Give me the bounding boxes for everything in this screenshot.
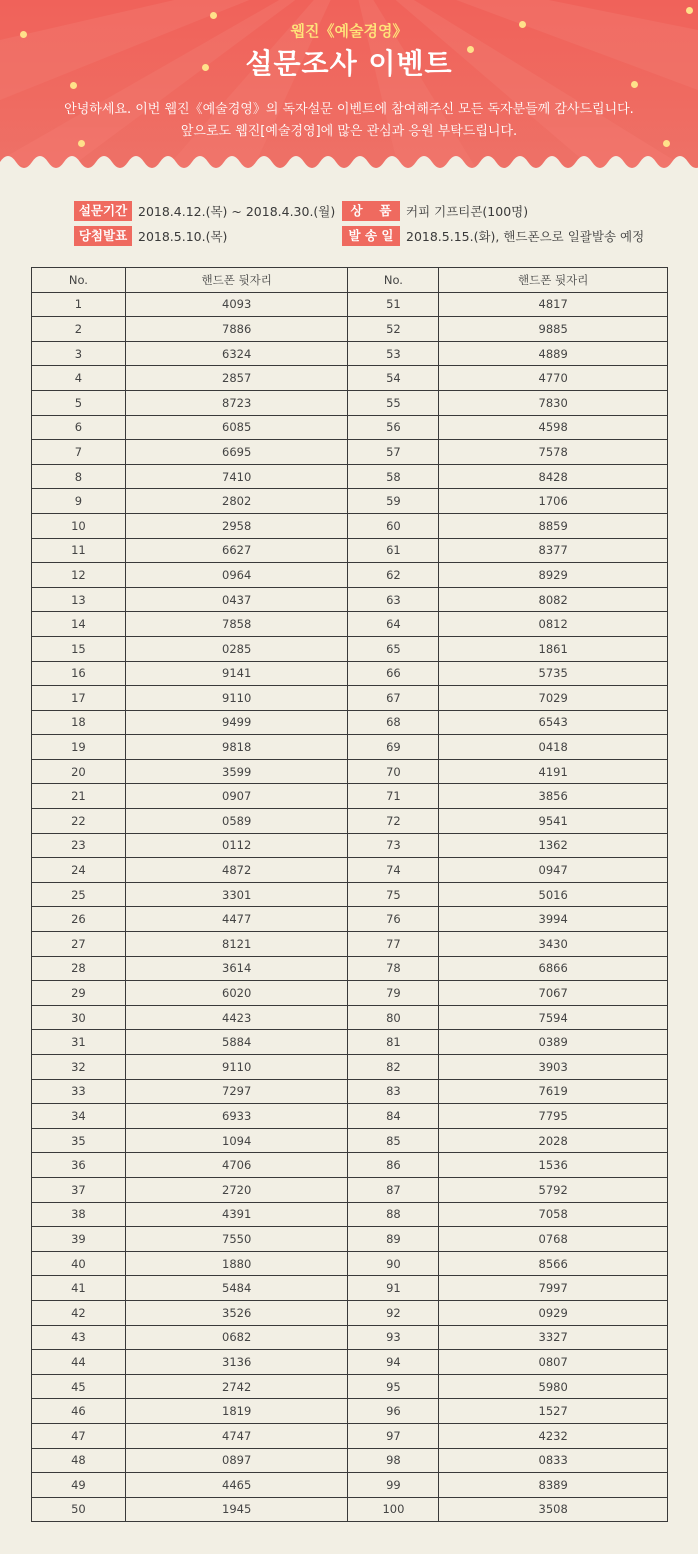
cell-phone: 7297	[125, 1079, 348, 1104]
ship-label: 발 송 일	[342, 226, 400, 246]
cell-no: 18	[32, 710, 126, 735]
cell-phone: 9541	[439, 809, 668, 834]
cell-no: 98	[348, 1448, 439, 1473]
cell-phone: 2028	[439, 1128, 668, 1153]
cell-no: 16	[32, 661, 126, 686]
table-row	[32, 1153, 668, 1178]
cell-no: 32	[32, 1055, 126, 1080]
cell-no: 25	[32, 882, 126, 907]
cell-phone: 4770	[439, 366, 668, 391]
cell-no: 1	[32, 292, 126, 317]
cell-phone: 6020	[125, 981, 348, 1006]
cell-no: 92	[348, 1300, 439, 1325]
table-row	[32, 415, 668, 440]
table-row	[32, 1202, 668, 1227]
cell-no: 39	[32, 1227, 126, 1252]
cell-no: 8	[32, 464, 126, 489]
cell-no: 53	[348, 341, 439, 366]
cell-phone: 0389	[439, 1030, 668, 1055]
cell-no: 7	[32, 440, 126, 465]
header-phone: 핸드폰 뒷자리	[439, 268, 668, 293]
period-value: 2018.4.12.(목) ~ 2018.4.30.(월)	[138, 204, 336, 219]
cell-no: 93	[348, 1325, 439, 1350]
cell-phone: 4191	[439, 759, 668, 784]
cell-phone: 3599	[125, 759, 348, 784]
cell-no: 96	[348, 1399, 439, 1424]
cell-phone: 5735	[439, 661, 668, 686]
table-row	[32, 1251, 668, 1276]
cell-phone: 7619	[439, 1079, 668, 1104]
cell-phone: 3994	[439, 907, 668, 932]
cell-phone: 0589	[125, 809, 348, 834]
cell-phone: 7830	[439, 390, 668, 415]
cell-phone: 1880	[125, 1251, 348, 1276]
table-row	[32, 1497, 668, 1522]
cell-no: 19	[32, 735, 126, 760]
cell-phone: 8377	[439, 538, 668, 563]
cell-no: 65	[348, 636, 439, 661]
cell-phone: 7594	[439, 1005, 668, 1030]
cell-no: 28	[32, 956, 126, 981]
cell-phone: 7410	[125, 464, 348, 489]
cell-no: 95	[348, 1374, 439, 1399]
table-row	[32, 587, 668, 612]
cell-no: 51	[348, 292, 439, 317]
cell-no: 69	[348, 735, 439, 760]
table-row	[32, 440, 668, 465]
header-no: No.	[32, 268, 126, 293]
cell-phone: 1094	[125, 1128, 348, 1153]
banner-subtitle: 웹진《예술경영》	[290, 22, 408, 40]
cell-phone: 7067	[439, 981, 668, 1006]
cell-phone: 0682	[125, 1325, 348, 1350]
table-row	[32, 1177, 668, 1202]
header-no: No.	[348, 268, 439, 293]
cell-phone: 3430	[439, 932, 668, 957]
cell-phone: 2958	[125, 513, 348, 538]
sparkle-dot	[70, 82, 77, 89]
cell-no: 90	[348, 1251, 439, 1276]
table-row	[32, 1055, 668, 1080]
cell-no: 73	[348, 833, 439, 858]
cell-no: 35	[32, 1128, 126, 1153]
cell-no: 67	[348, 686, 439, 711]
cell-no: 21	[32, 784, 126, 809]
cell-phone: 9110	[125, 1055, 348, 1080]
wave-divider	[0, 150, 698, 175]
cell-phone: 2742	[125, 1374, 348, 1399]
intro-line-1: 안녕하세요. 이번 웹진《예술경영》의 독자설문 이벤트에 참여해주신 모든 독자분들께 감사드립니다.	[64, 102, 634, 117]
cell-phone: 9141	[125, 661, 348, 686]
cell-phone: 7058	[439, 1202, 668, 1227]
cell-no: 59	[348, 489, 439, 514]
table-body	[32, 292, 668, 1522]
cell-phone: 6627	[125, 538, 348, 563]
table-row	[32, 341, 668, 366]
table-row	[32, 907, 668, 932]
cell-no: 76	[348, 907, 439, 932]
info-period	[74, 201, 335, 221]
cell-no: 3	[32, 341, 126, 366]
cell-phone: 4232	[439, 1423, 668, 1448]
table-row	[32, 858, 668, 883]
cell-no: 84	[348, 1104, 439, 1129]
sparkle-dot	[78, 140, 85, 147]
cell-phone: 4423	[125, 1005, 348, 1030]
cell-no: 68	[348, 710, 439, 735]
table-row	[32, 1325, 668, 1350]
cell-phone: 3614	[125, 956, 348, 981]
cell-no: 33	[32, 1079, 126, 1104]
table-row	[32, 1005, 668, 1030]
cell-phone: 1536	[439, 1153, 668, 1178]
table-row	[32, 464, 668, 489]
cell-no: 66	[348, 661, 439, 686]
cell-no: 23	[32, 833, 126, 858]
cell-no: 55	[348, 390, 439, 415]
cell-phone: 8859	[439, 513, 668, 538]
cell-phone: 0418	[439, 735, 668, 760]
sparkle-dot	[686, 7, 693, 14]
table-row	[32, 317, 668, 342]
cell-no: 13	[32, 587, 126, 612]
cell-phone: 4817	[439, 292, 668, 317]
table-row	[32, 636, 668, 661]
cell-phone: 4889	[439, 341, 668, 366]
cell-phone: 9818	[125, 735, 348, 760]
cell-phone: 1706	[439, 489, 668, 514]
table-row	[32, 735, 668, 760]
cell-no: 64	[348, 612, 439, 637]
table-row	[32, 686, 668, 711]
cell-no: 11	[32, 538, 126, 563]
cell-no: 14	[32, 612, 126, 637]
cell-no: 56	[348, 415, 439, 440]
info-prize	[342, 201, 528, 221]
cell-phone: 7858	[125, 612, 348, 637]
table-row	[32, 1374, 668, 1399]
cell-phone: 1945	[125, 1497, 348, 1522]
cell-no: 72	[348, 809, 439, 834]
cell-no: 60	[348, 513, 439, 538]
table-row	[32, 759, 668, 784]
cell-no: 4	[32, 366, 126, 391]
cell-phone: 0437	[125, 587, 348, 612]
sparkle-dot	[631, 81, 638, 88]
cell-phone: 2857	[125, 366, 348, 391]
prize-value: 커피 기프티콘(100명)	[406, 204, 529, 219]
cell-phone: 0897	[125, 1448, 348, 1473]
cell-phone: 8566	[439, 1251, 668, 1276]
cell-no: 49	[32, 1473, 126, 1498]
cell-no: 71	[348, 784, 439, 809]
cell-phone: 7886	[125, 317, 348, 342]
table-row	[32, 390, 668, 415]
cell-phone: 7550	[125, 1227, 348, 1252]
cell-no: 40	[32, 1251, 126, 1276]
cell-no: 27	[32, 932, 126, 957]
table-header-row	[32, 268, 668, 293]
cell-phone: 0768	[439, 1227, 668, 1252]
cell-no: 74	[348, 858, 439, 883]
table-row	[32, 1104, 668, 1129]
table-row	[32, 1030, 668, 1055]
cell-no: 77	[348, 932, 439, 957]
cell-no: 83	[348, 1079, 439, 1104]
table-row	[32, 784, 668, 809]
cell-phone: 8389	[439, 1473, 668, 1498]
cell-phone: 0112	[125, 833, 348, 858]
cell-phone: 0285	[125, 636, 348, 661]
cell-no: 81	[348, 1030, 439, 1055]
table-row	[32, 932, 668, 957]
table-row	[32, 1448, 668, 1473]
cell-no: 47	[32, 1423, 126, 1448]
sparkle-dot	[663, 140, 670, 147]
cell-phone: 1362	[439, 833, 668, 858]
cell-phone: 4598	[439, 415, 668, 440]
cell-no: 57	[348, 440, 439, 465]
prize-label: 상 품	[342, 201, 400, 221]
table-row	[32, 710, 668, 735]
cell-phone: 4093	[125, 292, 348, 317]
cell-phone: 1527	[439, 1399, 668, 1424]
cell-phone: 4465	[125, 1473, 348, 1498]
table-row	[32, 1399, 668, 1424]
cell-no: 75	[348, 882, 439, 907]
cell-phone: 5016	[439, 882, 668, 907]
cell-no: 70	[348, 759, 439, 784]
cell-no: 31	[32, 1030, 126, 1055]
cell-phone: 4391	[125, 1202, 348, 1227]
cell-phone: 9885	[439, 317, 668, 342]
cell-phone: 7795	[439, 1104, 668, 1129]
cell-no: 86	[348, 1153, 439, 1178]
cell-no: 43	[32, 1325, 126, 1350]
cell-phone: 5980	[439, 1374, 668, 1399]
cell-no: 78	[348, 956, 439, 981]
cell-phone: 8929	[439, 563, 668, 588]
table-row	[32, 1227, 668, 1252]
cell-phone: 3508	[439, 1497, 668, 1522]
table-row	[32, 612, 668, 637]
cell-phone: 4706	[125, 1153, 348, 1178]
winners-table	[31, 267, 668, 1522]
cell-no: 9	[32, 489, 126, 514]
cell-phone: 6866	[439, 956, 668, 981]
cell-no: 17	[32, 686, 126, 711]
cell-phone: 0807	[439, 1350, 668, 1375]
table-row	[32, 956, 668, 981]
cell-no: 99	[348, 1473, 439, 1498]
cell-no: 82	[348, 1055, 439, 1080]
cell-phone: 1819	[125, 1399, 348, 1424]
cell-no: 29	[32, 981, 126, 1006]
cell-no: 52	[348, 317, 439, 342]
cell-phone: 9499	[125, 710, 348, 735]
cell-no: 42	[32, 1300, 126, 1325]
cell-phone: 3903	[439, 1055, 668, 1080]
cell-phone: 6324	[125, 341, 348, 366]
table-row	[32, 1423, 668, 1448]
cell-phone: 3301	[125, 882, 348, 907]
cell-phone: 8428	[439, 464, 668, 489]
cell-no: 54	[348, 366, 439, 391]
table-row	[32, 1128, 668, 1153]
table-row	[32, 292, 668, 317]
cell-no: 15	[32, 636, 126, 661]
header-phone: 핸드폰 뒷자리	[125, 268, 348, 293]
cell-phone: 8723	[125, 390, 348, 415]
table-row	[32, 882, 668, 907]
period-label: 설문기간	[74, 201, 132, 221]
cell-no: 6	[32, 415, 126, 440]
cell-no: 87	[348, 1177, 439, 1202]
cell-no: 5	[32, 390, 126, 415]
cell-no: 89	[348, 1227, 439, 1252]
cell-phone: 4747	[125, 1423, 348, 1448]
cell-no: 10	[32, 513, 126, 538]
info-announce	[74, 226, 227, 246]
cell-no: 20	[32, 759, 126, 784]
table-row	[32, 981, 668, 1006]
cell-no: 12	[32, 563, 126, 588]
event-banner	[0, 0, 698, 175]
cell-phone: 7997	[439, 1276, 668, 1301]
cell-phone: 0907	[125, 784, 348, 809]
table-row	[32, 833, 668, 858]
cell-phone: 5884	[125, 1030, 348, 1055]
cell-no: 88	[348, 1202, 439, 1227]
cell-phone: 0964	[125, 563, 348, 588]
cell-phone: 1861	[439, 636, 668, 661]
cell-no: 79	[348, 981, 439, 1006]
table-row	[32, 366, 668, 391]
table-row	[32, 538, 668, 563]
cell-phone: 3136	[125, 1350, 348, 1375]
table-row	[32, 809, 668, 834]
cell-phone: 2802	[125, 489, 348, 514]
cell-phone: 5792	[439, 1177, 668, 1202]
cell-no: 50	[32, 1497, 126, 1522]
cell-no: 38	[32, 1202, 126, 1227]
cell-no: 22	[32, 809, 126, 834]
cell-phone: 0929	[439, 1300, 668, 1325]
cell-phone: 4872	[125, 858, 348, 883]
cell-no: 91	[348, 1276, 439, 1301]
cell-phone: 7029	[439, 686, 668, 711]
cell-no: 94	[348, 1350, 439, 1375]
cell-phone: 0833	[439, 1448, 668, 1473]
cell-no: 45	[32, 1374, 126, 1399]
cell-phone: 3327	[439, 1325, 668, 1350]
cell-no: 2	[32, 317, 126, 342]
cell-no: 37	[32, 1177, 126, 1202]
cell-phone: 6933	[125, 1104, 348, 1129]
cell-no: 80	[348, 1005, 439, 1030]
table-row	[32, 661, 668, 686]
ship-value: 2018.5.15.(화), 핸드폰으로 일괄발송 예정	[406, 229, 645, 244]
cell-no: 62	[348, 563, 439, 588]
cell-no: 61	[348, 538, 439, 563]
cell-no: 41	[32, 1276, 126, 1301]
cell-no: 63	[348, 587, 439, 612]
info-ship	[342, 226, 644, 246]
cell-no: 58	[348, 464, 439, 489]
intro-line-2: 앞으로도 웹진[예술경영]에 많은 관심과 응원 부탁드립니다.	[180, 124, 518, 139]
cell-phone: 9110	[125, 686, 348, 711]
cell-no: 30	[32, 1005, 126, 1030]
cell-phone: 6085	[125, 415, 348, 440]
cell-no: 46	[32, 1399, 126, 1424]
cell-phone: 7578	[439, 440, 668, 465]
cell-no: 36	[32, 1153, 126, 1178]
announce-value: 2018.5.10.(목)	[138, 229, 228, 244]
cell-no: 97	[348, 1423, 439, 1448]
cell-no: 34	[32, 1104, 126, 1129]
cell-phone: 3856	[439, 784, 668, 809]
cell-phone: 3526	[125, 1300, 348, 1325]
cell-phone: 6695	[125, 440, 348, 465]
cell-phone: 6543	[439, 710, 668, 735]
cell-phone: 5484	[125, 1276, 348, 1301]
table-row	[32, 513, 668, 538]
banner-title: 설문조사 이벤트	[245, 47, 453, 80]
cell-phone: 0812	[439, 612, 668, 637]
cell-no: 24	[32, 858, 126, 883]
cell-phone: 0947	[439, 858, 668, 883]
sparkle-dot	[210, 12, 217, 19]
table-row	[32, 1300, 668, 1325]
table-row	[32, 489, 668, 514]
announce-label: 당첨발표	[74, 226, 132, 246]
cell-no: 85	[348, 1128, 439, 1153]
table-row	[32, 1350, 668, 1375]
table-row	[32, 1473, 668, 1498]
table-row	[32, 1079, 668, 1104]
cell-no: 48	[32, 1448, 126, 1473]
cell-no: 26	[32, 907, 126, 932]
cell-phone: 2720	[125, 1177, 348, 1202]
cell-phone: 8082	[439, 587, 668, 612]
cell-phone: 4477	[125, 907, 348, 932]
cell-no: 44	[32, 1350, 126, 1375]
table-row	[32, 1276, 668, 1301]
cell-no: 100	[348, 1497, 439, 1522]
cell-phone: 8121	[125, 932, 348, 957]
table-row	[32, 563, 668, 588]
